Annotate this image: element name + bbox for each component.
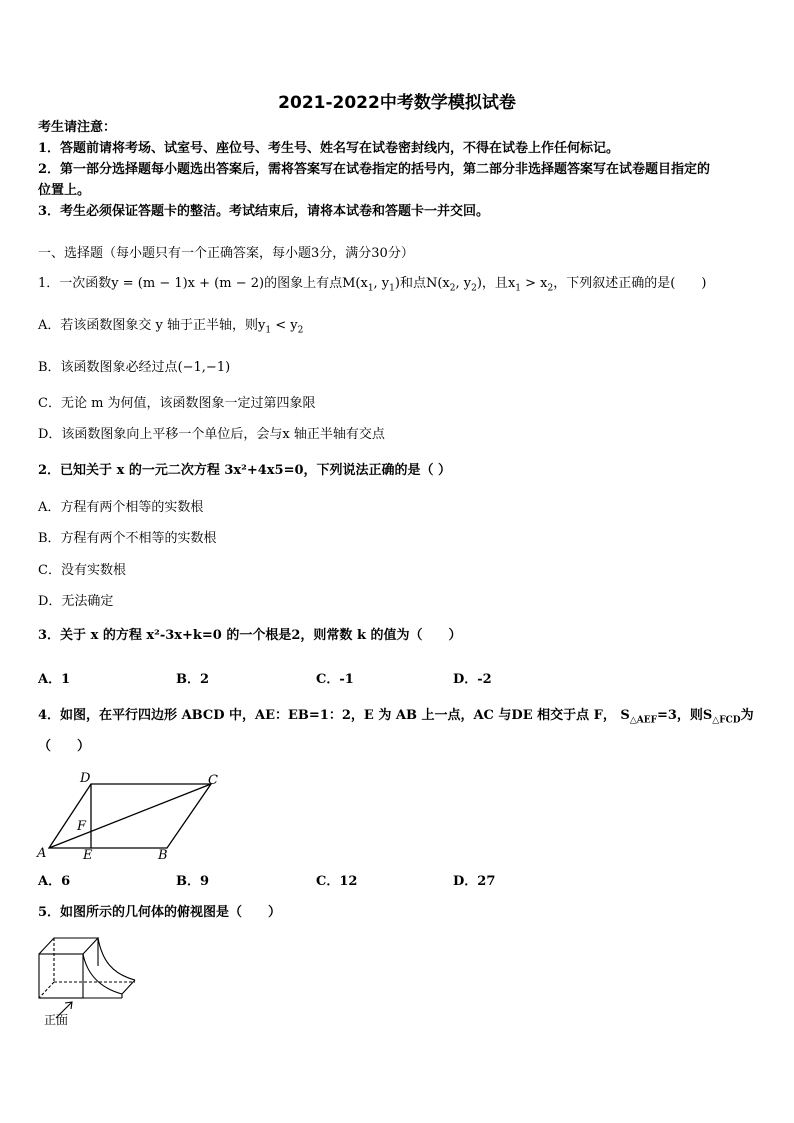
notice-heading: 考生请注意： <box>38 120 117 135</box>
q1-option-d: D．该函数图象向上平移一个单位后，会与x 轴正半轴有交点 <box>38 427 385 442</box>
q3-option-b: B．2 <box>176 672 210 687</box>
q1-formula: y = (m − 1)x + (m − 2) <box>111 276 265 291</box>
page-title: 2021-2022中考数学模拟试卷 <box>278 93 516 113</box>
q1-point-n: $N(x_2$, $y_2$) <box>425 276 482 294</box>
front-view-label: 正面 <box>44 1013 69 1027</box>
fig-label-d: D <box>80 771 91 786</box>
q2-option-b: B．方程有两个不相等的实数根 <box>38 531 217 546</box>
q4-option-c: C．12 <box>316 874 358 889</box>
fig-label-c: C <box>208 773 218 788</box>
q1-option-c: C．无论 m 为何值，该函数图象一定过第四象限 <box>38 396 316 411</box>
q2-option-d: D．无法确定 <box>38 594 114 609</box>
q1-option-a: A．若该函数图象交 y 轴于正半轴，则$y_1 < y_2$ <box>38 318 304 336</box>
notice-item-2: 2．第一部分选择题每小题选出答案后，需将答案写在试卷指定的括号内，第二部分非选择题答案写在试卷题目指定的 <box>38 162 711 177</box>
fig-label-b: B <box>158 848 168 863</box>
section-heading: 一、选择题（每小题只有一个正确答案，每小题3分，满分30分） <box>38 246 414 261</box>
q2-stem: 2．已知关于 x 的一元二次方程 3x²+4x5=0，下列说法正确的是（ ） <box>38 463 452 478</box>
notice-item-2-cont: 位置上。 <box>38 183 91 198</box>
q1-post: ，下列叙述正确的是( ) <box>553 276 707 291</box>
q3-option-a: A．1 <box>38 672 71 687</box>
q1-point-m: $M(x_1$, $y_1$) <box>342 276 400 294</box>
q3-option-c: C．-1 <box>316 672 354 687</box>
q2-option-c: C．没有实数根 <box>38 563 126 578</box>
q4-stem-cont: （ ） <box>38 739 91 754</box>
q4-stem: 4．如图，在平行四边形 ABCD 中，AE：EB=1：2，E 为 AB 上一点，AC 与DE 相交于点 F， $S_{\triangle AEF}=3$，则$S_{\triangle FCD}$为 <box>38 708 754 726</box>
q1-mid2: 和点 <box>399 276 426 291</box>
fig-label-e: E <box>83 848 93 863</box>
q1-option-b: B．该函数图象必经过点(−1,−1) <box>38 360 231 375</box>
notice-item-1: 1．答题前请将考场、试室号、座位号、考生号、姓名写在试卷密封线内，不得在试卷上作任何标记。 <box>38 141 620 156</box>
q1-pre: 1．一次函数 <box>38 276 112 291</box>
q2-option-a: A．方程有两个相等的实数根 <box>38 500 204 515</box>
parallelogram-figure <box>34 768 224 864</box>
q1-stem <box>38 274 706 299</box>
q3-stem: 3．关于 x 的方程 x²-3x+k=0 的一个根是2，则常数 k 的值为（ ） <box>38 628 462 643</box>
q1-mid1: 的图象上有点 <box>264 276 343 291</box>
q1-condition: $x_1 > x_2$ <box>507 276 554 294</box>
fig-label-f: F <box>77 819 87 834</box>
notice-item-3: 3．考生必须保证答题卡的整洁。考试结束后，请将本试卷和答题卡一并交回。 <box>38 204 490 219</box>
q1-mid3: ，且 <box>481 276 508 291</box>
q5-stem: 5．如图所示的几何体的俯视图是（ ） <box>38 905 282 920</box>
fig-label-a: A <box>37 846 47 861</box>
q4-option-b: B．9 <box>176 874 210 889</box>
q4-option-a: A．6 <box>38 874 71 889</box>
q3-option-d: D．-2 <box>453 672 492 687</box>
q4-option-d: D．27 <box>453 874 496 889</box>
